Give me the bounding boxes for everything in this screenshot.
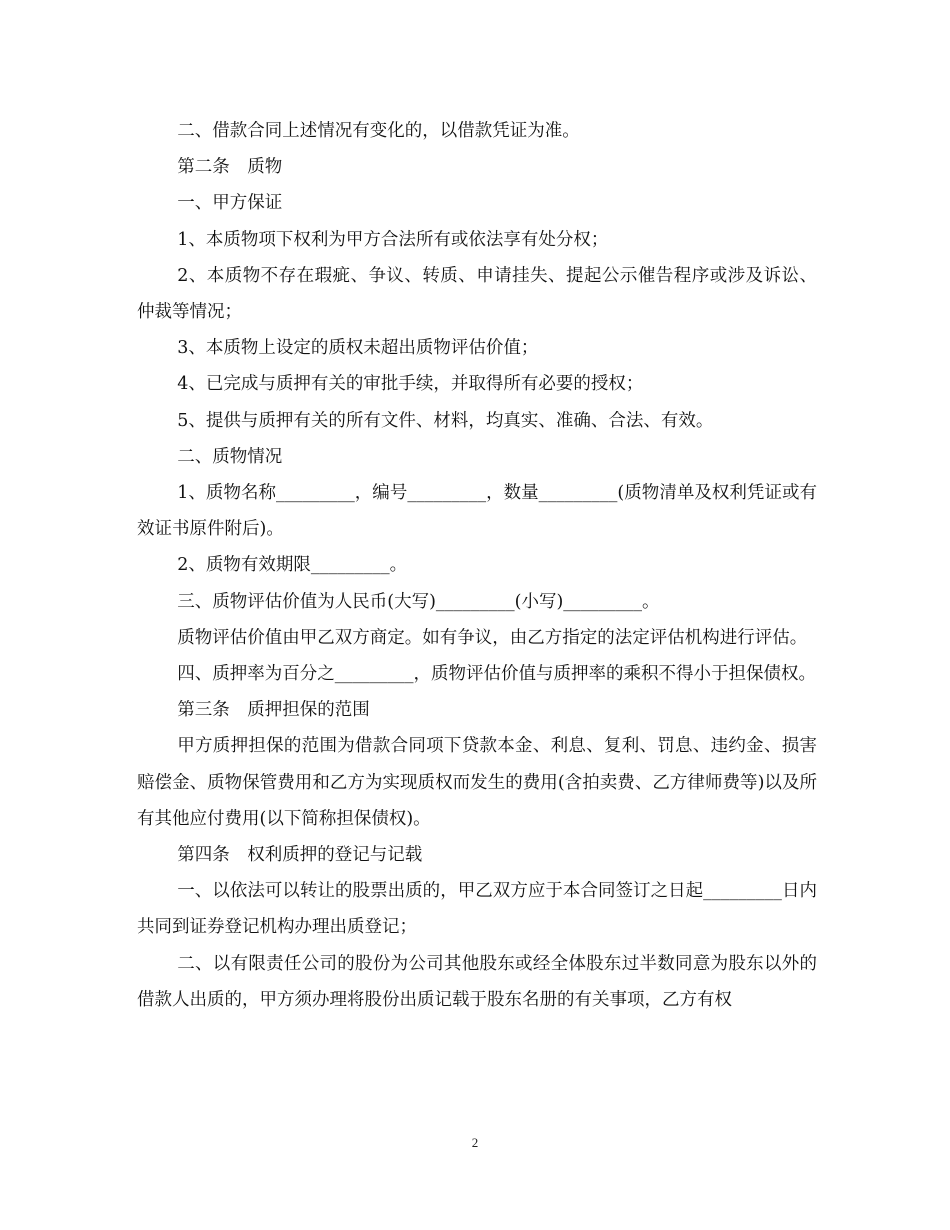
section-pledge-info: 二、质物情况 xyxy=(177,446,283,467)
section-valuation: 三、质物评估价值为人民币(大写)_________(小写)_________。 xyxy=(177,591,660,612)
article-2-heading: 第二条 质物 xyxy=(177,157,283,178)
article-3-heading: 第三条 质押担保的范围 xyxy=(177,700,370,721)
document-body xyxy=(137,113,817,1018)
registration-item-2: 二、以有限责任公司的股份为公司其他股东或经全体股东过半数同意为股东以外的借款人出质的，甲方须办理将股份出质记载于股东名册的有关事项，乙方有权 xyxy=(137,953,817,1010)
valuation-note: 质物评估价值由甲乙双方商定。如有争议，由乙方指定的法定评估机构进行评估。 xyxy=(177,627,808,648)
registration-item-1: 一、以依法可以转让的股票出质的，甲乙双方应于本合同签订之日起_________日内共同到证券登记机构办理出质登记； xyxy=(137,881,817,938)
guarantee-item-3: 3、本质物上设定的质权未超出质物评估价值； xyxy=(177,338,539,359)
guarantee-item-4: 4、已完成与质押有关的审批手续，并取得所有必要的授权； xyxy=(177,374,644,395)
guarantee-item-2: 2、本质物不存在瑕疵、争议、转质、申请挂失、提起公示催告程序或涉及诉讼、仲裁等情况； xyxy=(137,265,817,323)
guarantee-scope-text: 甲方质押担保的范围为借款合同项下贷款本金、利息、复利、罚息、违约金、损害赔偿金、质物保管费用和乙方为实现质权而发生的费用(含拍卖费、乙方律师费等)以及所有其他应付费用(以下简称担保债权)。 xyxy=(137,736,817,829)
guarantee-item-1: 1、本质物项下权利为甲方合法所有或依法享有处分权； xyxy=(177,229,609,250)
section-party-a-guarantee: 一、甲方保证 xyxy=(177,193,283,214)
page-number: 2 xyxy=(471,1135,479,1150)
pledge-info-item-1: 1、质物名称_________，编号_________，数量_________(质物清单及权利凭证或有效证书原件附后)。 xyxy=(137,483,817,540)
section-pledge-rate: 四、质押率为百分之_________，质物评估价值与质押率的乘积不得小于担保债权。 xyxy=(177,664,816,685)
guarantee-item-5: 5、提供与质押有关的所有文件、材料，均真实、准确、合法、有效。 xyxy=(177,410,714,431)
pledge-info-item-2: 2、质物有效期限_________。 xyxy=(177,555,408,576)
article-4-heading: 第四条 权利质押的登记与记载 xyxy=(177,845,423,866)
paragraph-loan-voucher: 二、借款合同上述情况有变化的，以借款凭证为准。 xyxy=(177,121,580,141)
